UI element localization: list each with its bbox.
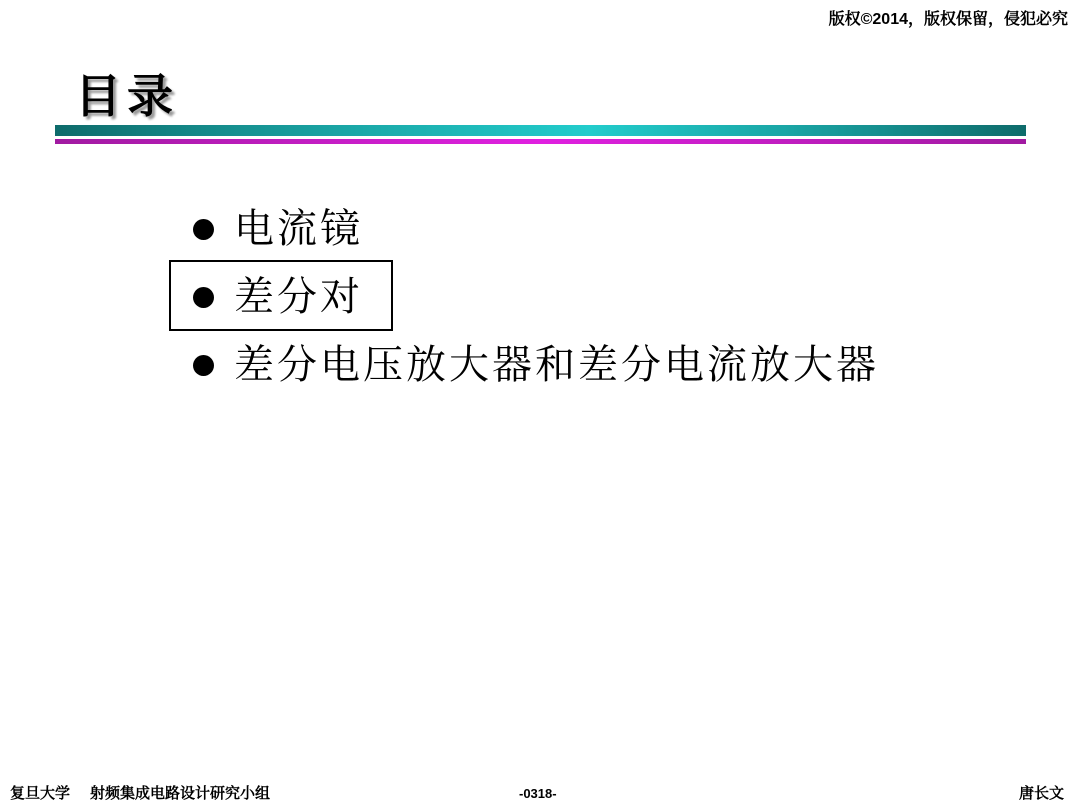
list-item-label: 电流镜 bbox=[234, 206, 363, 252]
bullet-icon bbox=[193, 219, 214, 240]
current-section-highlight-box bbox=[169, 260, 393, 331]
title-rule-magenta bbox=[55, 139, 1026, 144]
list-item-label: 差分电压放大器和差分电流放大器 bbox=[234, 342, 879, 388]
list-item-current-mirror bbox=[190, 195, 879, 263]
bullet-icon bbox=[193, 355, 214, 376]
page-number: -0318- bbox=[519, 786, 557, 801]
footer-institution: 复旦大学 bbox=[10, 785, 71, 802]
list-item-label: 差分对 bbox=[234, 274, 363, 320]
slide-title: 目录 bbox=[75, 69, 179, 123]
title-rule-teal bbox=[55, 125, 1026, 136]
footer-author: 唐长文 bbox=[1018, 785, 1064, 802]
list-item-differential-amplifiers bbox=[190, 331, 879, 399]
footer-affiliation bbox=[10, 782, 270, 803]
copyright-notice: 版权©2014，版权保留，侵犯必究 bbox=[828, 11, 1068, 28]
footer-group: 射频集成电路设计研究小组 bbox=[90, 785, 271, 802]
